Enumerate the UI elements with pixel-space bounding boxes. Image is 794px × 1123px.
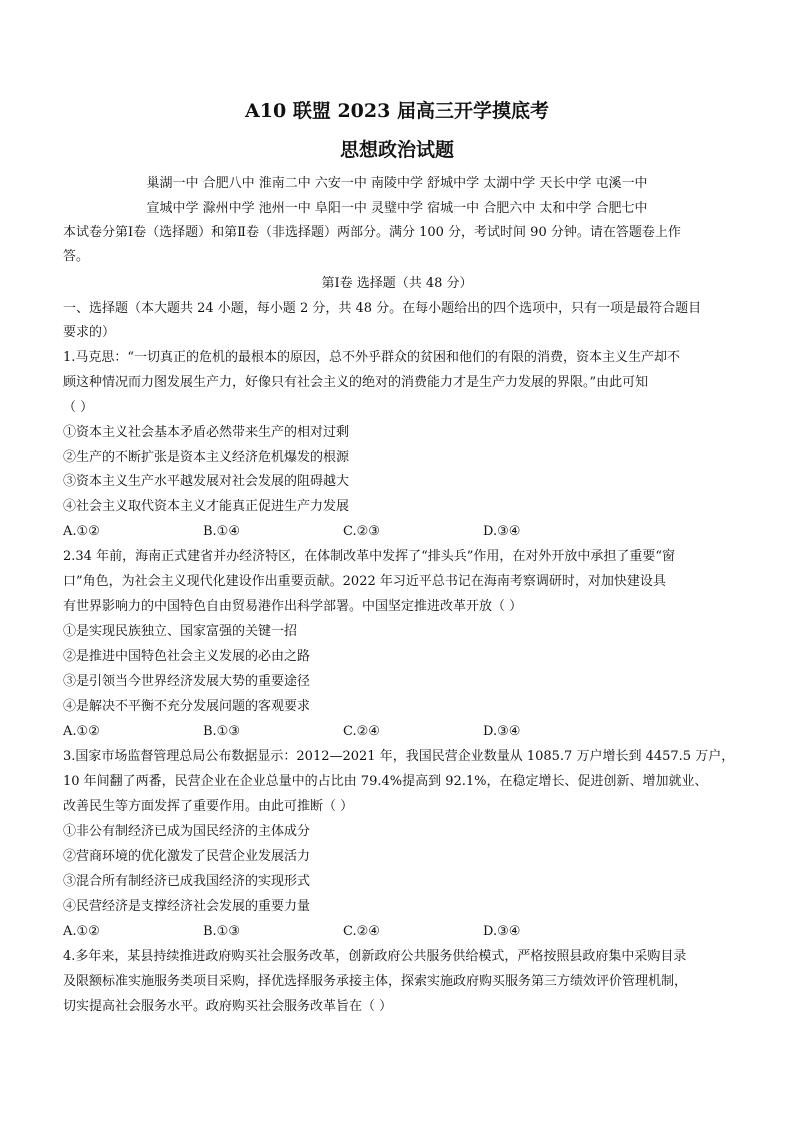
- question-3-choice-c: C.②④: [343, 924, 380, 939]
- question-1-option-2: ②生产的不断扩张是资本主义经济危机爆发的根源: [63, 450, 350, 465]
- question-3-choice-d: D.③④: [483, 924, 521, 939]
- question-2-option-4: ④是解决不平衡不充分发展问题的客观要求: [63, 699, 311, 714]
- question-3-stem-line-2: 10 年间翻了两番，民营企业在企业总量中的占比由 79.4%提高到 92.1%，在稳定增长、促进创新、增加就业、: [63, 774, 708, 789]
- exam-subtitle: 思想政治试题: [339, 139, 454, 161]
- question-2-stem-line-2: 口”角色，为社会主义现代化建设作出重要贡献。2022 年习近平总书记在海南考察调研时，对加快建设具: [63, 574, 666, 589]
- question-3-option-3: ③混合所有制经济已成我国经济的实现形式: [63, 874, 311, 889]
- section-desc-line-1: 一、选择题（本大题共 24 小题，每小题 2 分，共 48 分。在每小题给出的四个选项中，只有一项是最符合题目: [63, 301, 702, 316]
- question-1-stem-line-1: 1.马克思：“一切真正的危机的最根本的原因，总不外乎群众的贫困和他们的有限的消费，资本主义生产却不: [63, 350, 681, 365]
- question-1-stem-line-2: 顾这种情况而力图发展生产力，好像只有社会主义的绝对的消费能力才是生产力发展的界限。”由此可知: [63, 375, 649, 390]
- question-4-stem-line-1: 4.多年来，某县持续推进政府购买社会服务改革，创新政府公共服务供给模式，严格按照县政府集中采购目录: [63, 949, 687, 964]
- question-1-option-4: ④社会主义取代资本主义才能真正促进生产力发展: [63, 499, 350, 514]
- exam-title: A10 联盟 2023 届高三开学摸底考: [245, 100, 549, 122]
- question-2-option-2: ②是推进中国特色社会主义发展的必由之路: [63, 649, 311, 664]
- question-2-option-1: ①是实现民族独立、国家富强的关键一招: [63, 624, 298, 639]
- question-1-choice-c: C.②③: [343, 524, 380, 539]
- question-1-stem-line-3: （ ）: [63, 400, 94, 415]
- question-2-stem-line-3: 有世界影响力的中国特色自由贸易港作出科学部署。中国坚定推进改革开放（ ）: [63, 599, 523, 614]
- question-2-choice-d: D.③④: [483, 724, 521, 739]
- section-desc-line-2: 要求的）: [63, 325, 116, 340]
- question-2-choice-a: A.①②: [63, 724, 100, 739]
- question-1-option-3: ③资本主义生产水平越发展对社会发展的阻碍越大: [63, 474, 350, 489]
- question-3-option-2: ②营商环境的优化激发了民营企业发展活力: [63, 849, 311, 864]
- question-3-stem-line-1: 3.国家市场监督管理总局公布数据显示：2012—2021 年，我国民营企业数量从 1085.7 万户增长到 4457.5 万户，: [63, 749, 735, 764]
- question-3-choice-b: B.①③: [203, 924, 240, 939]
- question-1-choice-b: B.①④: [203, 524, 240, 539]
- question-3-stem-line-3: 改善民生等方面发挥了重要作用。由此可推断（ ）: [63, 799, 354, 814]
- schools-line-1: 巢湖一中 合肥八中 淮南二中 六安一中 南陵中学 舒城中学 太湖中学 天长中学 屯溪一中: [146, 176, 648, 191]
- question-3-option-4: ④民营经济是支撑经济社会发展的重要力量: [63, 899, 311, 914]
- question-4-stem-line-3: 切实提高社会服务水平。政府购买社会服务改革旨在（ ）: [63, 999, 393, 1014]
- question-2-stem-line-1: 2.34 年前，海南正式建省并办经济特区，在体制改革中发挥了“排头兵”作用，在对外开放中承担了重要“窗: [63, 549, 676, 564]
- question-2-choice-c: C.②④: [343, 724, 380, 739]
- question-2-option-3: ③是引领当今世界经济发展大势的重要途径: [63, 674, 311, 689]
- question-3-choice-a: A.①②: [63, 924, 100, 939]
- instructions-line-1: 本试卷分第Ⅰ卷（选择题）和第Ⅱ卷（非选择题）两部分。满分 100 分，考试时间 90 分钟。请在答题卷上作: [63, 225, 681, 240]
- question-3-option-1: ①非公有制经济已成为国民经济的主体成分: [63, 824, 311, 839]
- question-2-choice-b: B.①③: [203, 724, 240, 739]
- schools-line-2: 宣城中学 滁州中学 池州一中 阜阳一中 灵璧中学 宿城一中 合肥六中 太和中学 合肥七中: [146, 201, 648, 216]
- question-4-stem-line-2: 及限额标准实施服务类项目采购，择优选择服务承接主体，探索实施政府购买服务第三方绩效评价管理机制，: [63, 974, 688, 989]
- instructions-line-2: 答。: [63, 249, 90, 264]
- question-1-option-1: ①资本主义社会基本矛盾必然带来生产的相对过剩: [63, 425, 350, 440]
- question-1-choice-a: A.①②: [63, 524, 100, 539]
- question-1-choice-d: D.③④: [483, 524, 521, 539]
- section-title: 第Ⅰ卷 选择题（共 48 分）: [321, 276, 473, 291]
